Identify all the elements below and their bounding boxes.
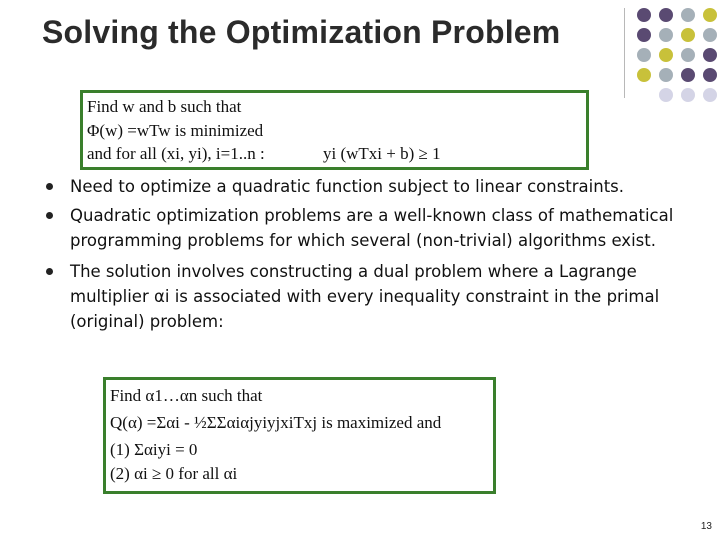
bullet-icon [46, 268, 53, 275]
dual-line-1: Find α1…αn such that [110, 386, 263, 405]
dot-icon [681, 28, 695, 42]
dot-icon [659, 28, 673, 42]
bullet-icon [46, 212, 53, 219]
dot-icon [703, 48, 717, 62]
bullet-text: Need to optimize a quadratic function subject to linear constraints. [70, 177, 625, 196]
dot-icon [703, 8, 717, 22]
dot-icon [703, 68, 717, 82]
dual-line-2: Q(α) =Σαi - ½ΣΣαiαjyiyjxiTxj is maximized and [110, 413, 442, 432]
slide-title: Solving the Optimization Problem [42, 14, 561, 50]
dot-icon [703, 88, 717, 102]
bullet-icon [46, 183, 53, 190]
bullet-text: The solution involves constructing a dual problem where a Lagrange multiplier αi is associated with every inequality constraint in the primal (original) problem: [70, 262, 660, 331]
page-number: 13 [700, 521, 712, 532]
bullet-text: Quadratic optimization problems are a well-known class of mathematical programming problems for which several (non-trivial) algorithms exist. [70, 206, 674, 250]
primal-line-1: Find w and b such that [87, 97, 242, 116]
dot-icon [681, 48, 695, 62]
dual-line-4: (2) αi ≥ 0 for all αi [110, 464, 238, 483]
dot-icon [637, 48, 651, 62]
dot-icon [659, 88, 673, 102]
bullet-item [46, 259, 686, 334]
dot-icon [637, 68, 651, 82]
primal-line-2: Φ(w) =wTw is minimized [87, 121, 264, 140]
dual-problem-box [103, 377, 496, 494]
dot-icon [659, 8, 673, 22]
dual-line-3: (1) Σαiyi = 0 [110, 440, 198, 459]
dot-icon [681, 88, 695, 102]
bullet-list [46, 174, 686, 334]
dot-icon [659, 68, 673, 82]
divider-line [624, 8, 625, 98]
dot-icon [681, 8, 695, 22]
bullet-item [46, 203, 686, 253]
dot-icon [681, 68, 695, 82]
dot-icon [637, 8, 651, 22]
dot-icon [703, 28, 717, 42]
dot-icon [637, 28, 651, 42]
decorative-dot-grid [637, 8, 717, 108]
primal-line-3a: and for all (xi, yi), i=1..n : [87, 144, 265, 163]
dot-icon [659, 48, 673, 62]
bullet-item [46, 174, 686, 199]
primal-problem-box [80, 90, 589, 170]
primal-line-3b: yi (wTxi + b) ≥ 1 [323, 144, 441, 163]
